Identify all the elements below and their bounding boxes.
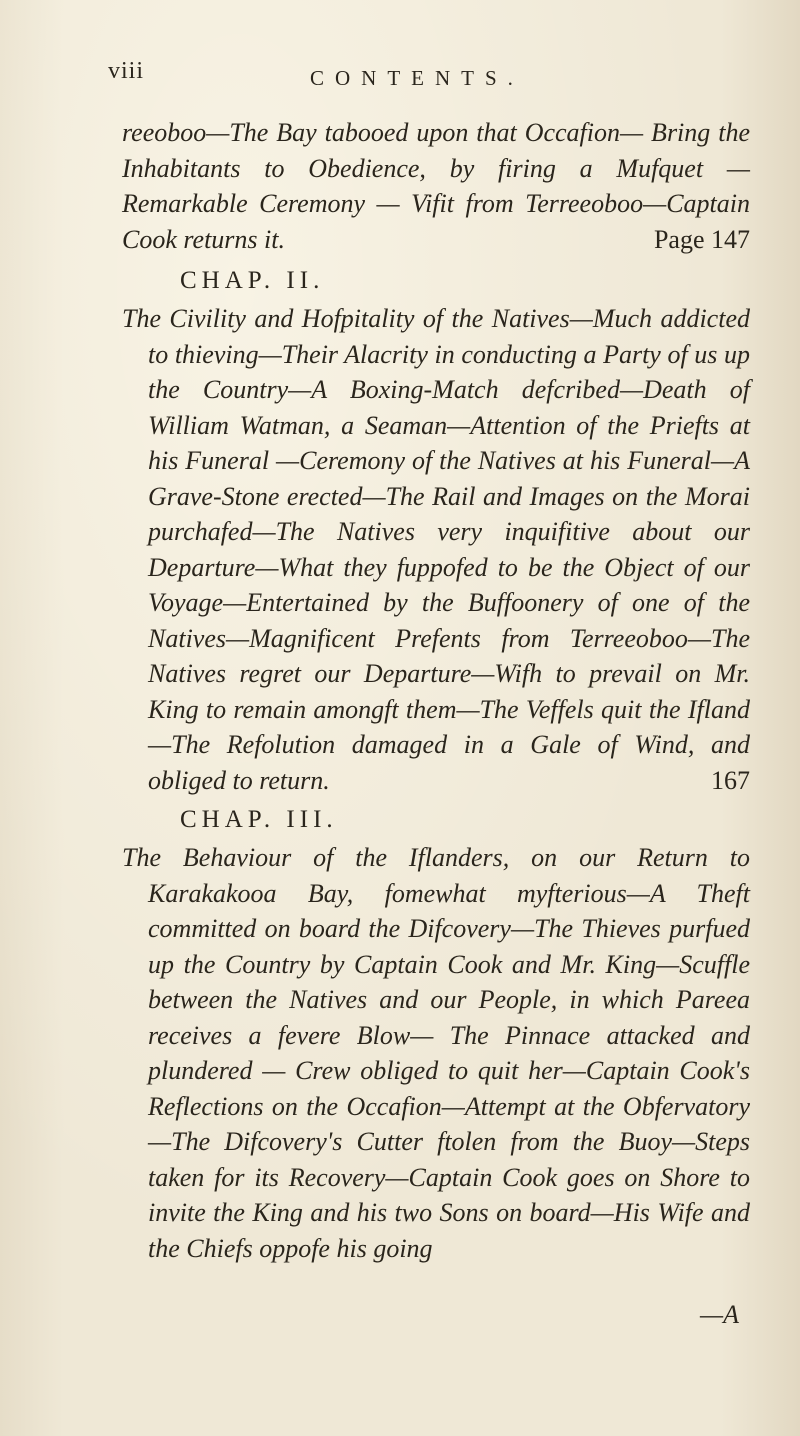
- page-reference: Page 147: [653, 224, 750, 254]
- contents-entry: [122, 840, 750, 1266]
- contents-entry-continued: [122, 115, 750, 257]
- entry-text: reeoboo—The Bay tabooed upon that Occafion— Bring the Inhabitants to Obedience, by firing a Mufquet — Remarkable Ceremony — Vifit from Terreeoboo—Captain Cook returns it.: [122, 118, 750, 254]
- chapter-heading: CHAP. III.: [180, 806, 338, 833]
- contents-body: [122, 115, 750, 1266]
- page-reference: 167: [711, 765, 750, 795]
- entry-text: The Civility and Hofpitality of the Natives—Much addicted to thieving—Their Alacrity in conducting a Party of us up the Country—A Boxing-Match defcribed—Death of William Watman, a Seaman—Attention of the Priefts at his Funeral —Ceremony of the Natives at his Funeral—A Grave-Stone erected—The Rail and Images on the Morai purchafed—The Natives very inquifitive about our Departure—What they fuppofed to be the Object of our Voyage—Entertained by the Buffoonery of one of the Natives—Magnificent Prefents from Terreeoboo—The Natives regret our Departure—Wifh to prevail on Mr. King to remain amongft them—The Veffels quit the Ifland —The Refolution damaged in a Gale of Wind, and obliged to return.: [122, 304, 750, 795]
- running-head: CONTENTS.: [310, 66, 524, 90]
- page-number: viii: [108, 58, 145, 84]
- entry-text: The Behaviour of the Iflanders, on our Return to Karakakooa Bay, fomewhat myfterious—A Theft committed on board the Difcovery—The Thieves purfued up the Country by Captain Cook and Mr. King—Scuffle between the Natives and our People, in which Pareea receives a fevere Blow— The Pinnace attacked and plundered — Crew obliged to quit her—Captain Cook's Reflections on the Occafion—Attempt at the Obfervatory—The Difcovery's Cutter ftolen from the Buoy—Steps taken for its Recovery—Captain Cook goes on Shore to invite the King and his two Sons on board—His Wife and the Chiefs oppofe his going: [122, 843, 750, 1263]
- chapter-heading: CHAP. II.: [180, 267, 325, 294]
- catchword: —A: [700, 1300, 739, 1329]
- contents-entry: [122, 301, 750, 798]
- page-header: [108, 58, 728, 98]
